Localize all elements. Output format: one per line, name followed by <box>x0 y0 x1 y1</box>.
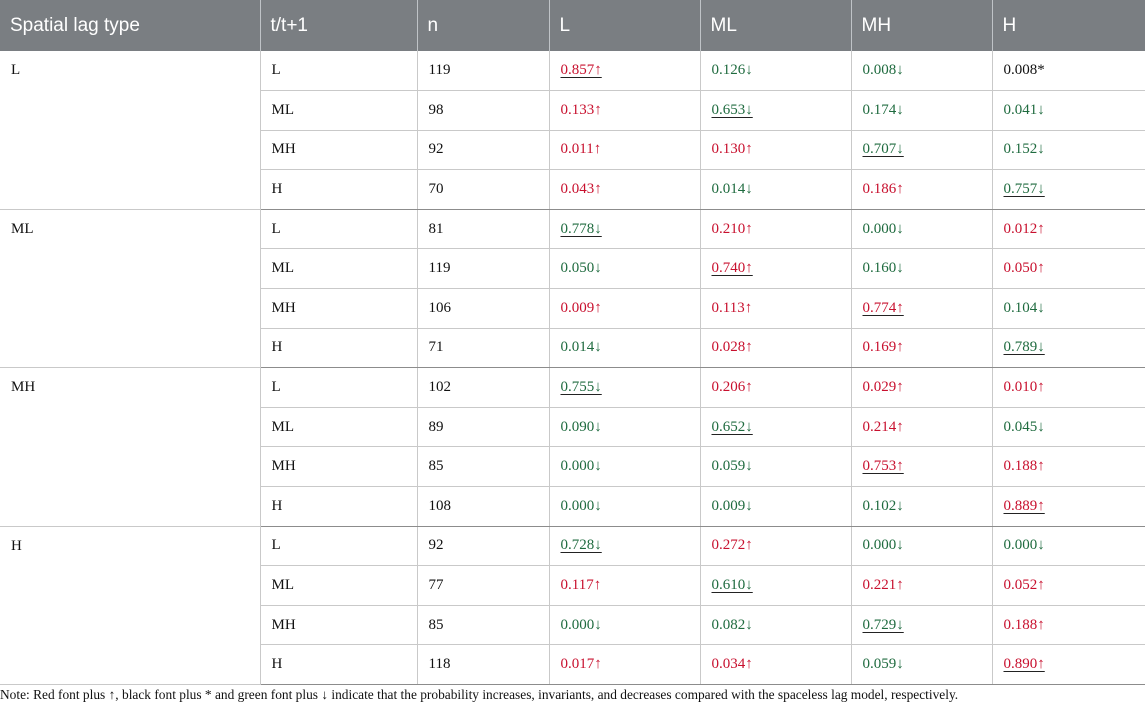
probability-cell <box>700 130 851 170</box>
probability-cell <box>992 130 1145 170</box>
count-cell: 108 <box>417 487 549 527</box>
probability-increase: 0.188↑ <box>1003 616 1045 633</box>
table-row <box>0 526 1145 566</box>
state-cell: MH <box>260 605 417 645</box>
header-mh: MH <box>851 0 992 51</box>
probability-increase: 0.028↑ <box>711 339 753 356</box>
probability-decrease: 0.014↓ <box>711 181 753 198</box>
probability-decrease: 0.041↓ <box>1003 101 1045 118</box>
probability-cell <box>549 209 700 249</box>
probability-increase: 0.113↑ <box>711 299 753 316</box>
probability-cell <box>992 91 1145 131</box>
table-header <box>0 0 1145 51</box>
probability-cell <box>549 51 700 91</box>
probability-increase: 0.050↑ <box>1003 260 1045 277</box>
probability-cell <box>700 645 851 685</box>
probability-cell <box>992 51 1145 91</box>
spatial-lag-type-cell: MH <box>0 368 260 526</box>
state-cell: ML <box>260 249 417 289</box>
probability-cell <box>851 526 992 566</box>
probability-cell <box>700 209 851 249</box>
probability-decrease: 0.008↓ <box>862 62 904 79</box>
probability-cell <box>549 249 700 289</box>
probability-increase: 0.890↑ <box>1003 656 1045 673</box>
probability-decrease: 0.174↓ <box>862 101 904 118</box>
spatial-lag-type-cell: ML <box>0 209 260 367</box>
probability-cell <box>851 289 992 329</box>
header-row <box>0 0 1145 51</box>
probability-cell <box>992 407 1145 447</box>
count-cell: 70 <box>417 170 549 210</box>
probability-increase: 0.857↑ <box>560 62 602 79</box>
state-cell: ML <box>260 566 417 606</box>
probability-cell <box>851 407 992 447</box>
probability-cell <box>549 328 700 368</box>
probability-decrease: 0.050↓ <box>560 260 602 277</box>
probability-cell <box>851 368 992 408</box>
probability-cell <box>700 91 851 131</box>
header-n: n <box>417 0 549 51</box>
probability-cell <box>549 130 700 170</box>
probability-cell <box>549 605 700 645</box>
probability-increase: 0.017↑ <box>560 656 602 673</box>
state-cell: L <box>260 51 417 91</box>
probability-increase: 0.774↑ <box>862 299 904 316</box>
probability-cell <box>549 91 700 131</box>
count-cell: 85 <box>417 447 549 487</box>
probability-decrease: 0.755↓ <box>560 379 602 396</box>
probability-cell <box>700 407 851 447</box>
probability-decrease: 0.757↓ <box>1003 181 1045 198</box>
probability-cell <box>700 487 851 527</box>
probability-decrease: 0.000↓ <box>862 220 904 237</box>
probability-cell <box>700 368 851 408</box>
count-cell: 102 <box>417 368 549 408</box>
header-ml: ML <box>700 0 851 51</box>
count-cell: 81 <box>417 209 549 249</box>
probability-cell <box>992 645 1145 685</box>
probability-increase: 0.188↑ <box>1003 458 1045 475</box>
probability-decrease: 0.152↓ <box>1003 141 1045 158</box>
count-cell: 118 <box>417 645 549 685</box>
table-body <box>0 51 1145 685</box>
count-cell: 98 <box>417 91 549 131</box>
probability-increase: 0.029↑ <box>862 379 904 396</box>
probability-increase: 0.012↑ <box>1003 220 1045 237</box>
probability-cell <box>851 645 992 685</box>
probability-increase: 0.117↑ <box>560 577 602 594</box>
probability-decrease: 0.729↓ <box>862 616 904 633</box>
probability-increase: 0.011↑ <box>560 141 602 158</box>
probability-cell <box>992 605 1145 645</box>
probability-increase: 0.133↑ <box>560 101 602 118</box>
probability-decrease: 0.059↓ <box>862 656 904 673</box>
probability-increase: 0.169↑ <box>862 339 904 356</box>
header-h: H <box>992 0 1145 51</box>
probability-increase: 0.010↑ <box>1003 379 1045 396</box>
probability-decrease: 0.000↓ <box>1003 537 1045 554</box>
probability-increase: 0.130↑ <box>711 141 753 158</box>
probability-cell <box>851 447 992 487</box>
probability-cell <box>549 407 700 447</box>
count-cell: 92 <box>417 526 549 566</box>
state-cell: L <box>260 526 417 566</box>
probability-cell <box>992 368 1145 408</box>
probability-cell <box>700 526 851 566</box>
probability-cell <box>851 487 992 527</box>
probability-cell <box>549 566 700 606</box>
probability-decrease: 0.652↓ <box>711 418 753 435</box>
probability-cell <box>992 170 1145 210</box>
probability-decrease: 0.789↓ <box>1003 339 1045 356</box>
header-l: L <box>549 0 700 51</box>
probability-decrease: 0.610↓ <box>711 577 753 594</box>
probability-cell <box>851 605 992 645</box>
table-row <box>0 51 1145 91</box>
state-cell: ML <box>260 407 417 447</box>
state-cell: H <box>260 328 417 368</box>
probability-increase: 0.210↑ <box>711 220 753 237</box>
probability-invariant: 0.008* <box>1003 62 1045 79</box>
probability-decrease: 0.000↓ <box>862 537 904 554</box>
probability-increase: 0.186↑ <box>862 181 904 198</box>
count-cell: 119 <box>417 51 549 91</box>
probability-decrease: 0.014↓ <box>560 339 602 356</box>
probability-decrease: 0.707↓ <box>862 141 904 158</box>
probability-decrease: 0.000↓ <box>560 458 602 475</box>
probability-decrease: 0.090↓ <box>560 418 602 435</box>
probability-cell <box>992 328 1145 368</box>
probability-cell <box>992 209 1145 249</box>
probability-cell <box>992 289 1145 329</box>
probability-decrease: 0.045↓ <box>1003 418 1045 435</box>
state-cell: H <box>260 487 417 527</box>
probability-increase: 0.043↑ <box>560 181 602 198</box>
state-cell: H <box>260 645 417 685</box>
probability-cell <box>700 328 851 368</box>
probability-decrease: 0.778↓ <box>560 220 602 237</box>
probability-cell <box>992 566 1145 606</box>
probability-cell <box>549 487 700 527</box>
probability-cell <box>700 51 851 91</box>
probability-cell <box>549 368 700 408</box>
header-spatial-lag-type: Spatial lag type <box>0 0 260 51</box>
probability-decrease: 0.059↓ <box>711 458 753 475</box>
state-cell: MH <box>260 289 417 329</box>
probability-cell <box>992 447 1145 487</box>
probability-increase: 0.753↑ <box>862 458 904 475</box>
count-cell: 89 <box>417 407 549 447</box>
table-row <box>0 209 1145 249</box>
probability-increase: 0.214↑ <box>862 418 904 435</box>
count-cell: 92 <box>417 130 549 170</box>
state-cell: MH <box>260 130 417 170</box>
probability-decrease: 0.653↓ <box>711 101 753 118</box>
probability-decrease: 0.000↓ <box>560 616 602 633</box>
probability-decrease: 0.102↓ <box>862 497 904 514</box>
probability-decrease: 0.009↓ <box>711 497 753 514</box>
probability-cell <box>851 566 992 606</box>
count-cell: 77 <box>417 566 549 606</box>
count-cell: 119 <box>417 249 549 289</box>
probability-cell <box>549 289 700 329</box>
probability-increase: 0.206↑ <box>711 379 753 396</box>
count-cell: 106 <box>417 289 549 329</box>
probability-cell <box>851 130 992 170</box>
state-cell: H <box>260 170 417 210</box>
probability-cell <box>851 209 992 249</box>
probability-increase: 0.889↑ <box>1003 497 1045 514</box>
count-cell: 71 <box>417 328 549 368</box>
probability-cell <box>549 645 700 685</box>
count-cell: 85 <box>417 605 549 645</box>
header-period: t/t+1 <box>260 0 417 51</box>
probability-decrease: 0.126↓ <box>711 62 753 79</box>
probability-cell <box>549 447 700 487</box>
spatial-lag-type-cell: H <box>0 526 260 684</box>
probability-cell <box>700 289 851 329</box>
probability-increase: 0.034↑ <box>711 656 753 673</box>
probability-cell <box>851 91 992 131</box>
state-cell: MH <box>260 447 417 487</box>
probability-increase: 0.052↑ <box>1003 577 1045 594</box>
table-row <box>0 368 1145 408</box>
probability-cell <box>700 566 851 606</box>
state-cell: L <box>260 368 417 408</box>
state-cell: L <box>260 209 417 249</box>
probability-decrease: 0.000↓ <box>560 497 602 514</box>
probability-cell <box>700 249 851 289</box>
probability-cell <box>549 170 700 210</box>
spatial-lag-type-cell: L <box>0 51 260 209</box>
probability-cell <box>549 526 700 566</box>
probability-cell <box>700 170 851 210</box>
probability-cell <box>851 51 992 91</box>
probability-cell <box>851 249 992 289</box>
probability-cell <box>700 605 851 645</box>
probability-cell <box>851 170 992 210</box>
probability-decrease: 0.104↓ <box>1003 299 1045 316</box>
probability-decrease: 0.082↓ <box>711 616 753 633</box>
probability-increase: 0.221↑ <box>862 577 904 594</box>
probability-cell <box>992 249 1145 289</box>
probability-increase: 0.272↑ <box>711 537 753 554</box>
probability-increase: 0.740↑ <box>711 260 753 277</box>
probability-decrease: 0.728↓ <box>560 537 602 554</box>
probability-cell <box>851 328 992 368</box>
probability-cell <box>700 447 851 487</box>
probability-decrease: 0.160↓ <box>862 260 904 277</box>
probability-cell <box>992 526 1145 566</box>
probability-increase: 0.009↑ <box>560 299 602 316</box>
state-cell: ML <box>260 91 417 131</box>
table-note: Note: Red font plus ↑, black font plus * and green font plus ↓ indicate that the probability increases, invariants, and decreases compared with the spaceless lag model, respectively. <box>0 687 959 702</box>
probability-cell <box>992 487 1145 527</box>
